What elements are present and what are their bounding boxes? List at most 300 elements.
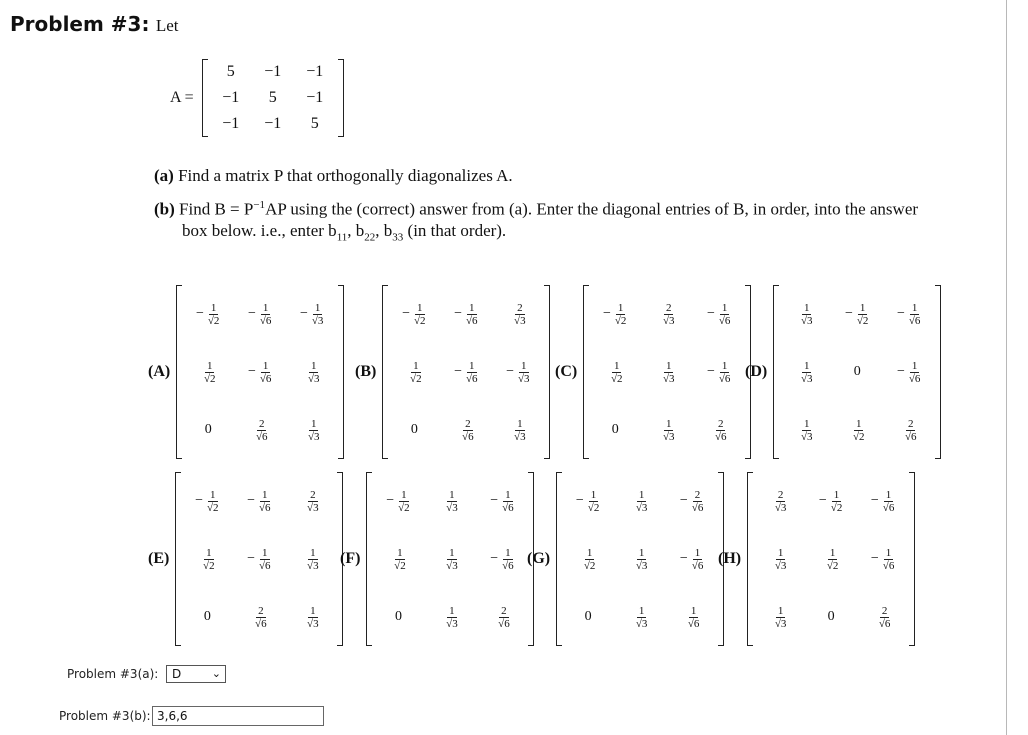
option-matrix-grid [181,472,337,646]
fraction [691,547,705,572]
fraction [259,302,273,327]
matrix-entry [304,360,321,385]
matrix-entry [797,360,814,385]
matrix-a [170,58,344,138]
answer-a-select[interactable] [166,665,226,683]
fraction [852,418,866,443]
matrix-entry [510,302,527,327]
sign: − [896,306,905,321]
numerator: 1 [859,301,866,314]
denominator: √3 [518,372,530,385]
matrix-entry [632,605,649,630]
fraction [714,418,728,443]
matrix-entry [771,489,788,514]
matrix-entry [248,302,272,327]
numerator: 1 [310,359,317,372]
numerator: 1 [777,604,784,617]
denominator: √6 [259,314,272,327]
matrix-entry [707,360,731,385]
sign: − [247,306,256,321]
sign: − [575,493,584,508]
option-matrix [773,285,941,459]
fraction [635,547,649,572]
matrix-entry [199,547,216,572]
matrix-entry [390,547,407,572]
zero-entry: 0 [203,609,211,624]
fraction [413,302,427,327]
option-matrix-grid [388,285,544,459]
right-bracket [338,59,344,137]
option-label: (E) [148,550,170,567]
matrix-entry [680,489,704,514]
matrix-entry [248,360,272,385]
fraction [465,302,479,327]
zero-entry: 0 [611,422,619,437]
denominator: √2 [414,314,426,327]
numerator: 1 [505,546,511,559]
matrix-a-entry: −1 [306,89,324,106]
sub-11: 11 [336,231,348,244]
fraction [255,418,269,443]
numerator: 1 [638,604,645,617]
fraction [662,302,676,327]
numerator: 1 [449,488,455,501]
matrix-a-lhs: A = [170,89,194,106]
matrix-entry [845,302,869,327]
matrix-entry [901,418,918,443]
question-a-label: (a) [154,166,174,185]
denominator: √6 [462,430,474,443]
fraction [583,547,597,572]
denominator: √6 [691,501,704,514]
denominator: √6 [502,559,514,572]
chevron-down-icon: ⌄ [211,667,221,680]
matrix-entry [659,418,676,443]
denominator: √3 [635,617,648,630]
fraction [393,547,407,572]
matrix-entry [612,422,619,438]
numerator: 2 [694,488,701,501]
fraction [259,360,273,385]
question-a [154,166,513,186]
matrix-entry [300,302,324,327]
fraction [311,302,325,327]
option-matrix [583,285,751,459]
denominator: √2 [203,372,216,385]
fraction [774,605,788,630]
fraction [306,547,320,572]
option-f [340,472,534,646]
numerator: 1 [417,301,423,314]
sign: − [818,493,827,508]
question-b-label: (b) [154,199,175,219]
numerator: 1 [517,417,523,430]
left-bracket [747,472,753,646]
sign: − [602,306,611,321]
fraction [691,489,705,514]
denominator: √2 [207,314,220,327]
numerator: 1 [469,301,475,314]
question-b-line-2 [154,220,974,248]
fraction [206,489,220,514]
denominator: √2 [398,501,410,514]
option-label: (F) [340,550,361,567]
denominator: √2 [203,559,215,572]
matrix-entry [823,547,840,572]
matrix-entry [442,489,459,514]
left-bracket [556,472,562,646]
sign: − [247,551,255,566]
numerator: 1 [613,359,620,372]
page-right-border [1006,0,1007,735]
option-label: (C) [555,363,578,380]
numerator: 2 [258,417,265,430]
numerator: 1 [521,359,527,372]
matrix-entry [303,605,320,630]
numerator: 2 [310,488,316,501]
numerator: 1 [665,359,672,372]
denominator: √2 [583,559,596,572]
fraction [258,547,272,572]
numerator: 1 [638,546,645,559]
option-matrix-grid [372,472,528,646]
fraction [465,360,479,385]
left-bracket [382,285,388,459]
fraction [501,547,515,572]
matrix-a-entry: 5 [268,89,277,106]
denominator: √3 [446,501,458,514]
numerator: 2 [258,604,264,617]
option-g [527,472,724,646]
sub-22: 22 [364,231,376,244]
numerator: 1 [262,359,269,372]
numerator: 2 [907,417,914,430]
question-b-text-3: box below. i.e., enter b [182,220,337,240]
fraction [826,547,840,572]
fraction [774,489,788,514]
option-matrix [556,472,724,646]
fraction [461,418,475,443]
denominator: √3 [662,430,675,443]
numerator: 1 [469,359,475,372]
question-b-text-2: AP using the (correct) answer from (a). Enter the diagonal entries of B, in order, into the answer [265,199,919,219]
matrix-entry [707,302,731,327]
numerator: 1 [449,546,455,559]
matrix-entry [711,418,728,443]
matrix-entry [247,489,271,514]
denominator: √6 [908,314,921,327]
numerator: 1 [586,546,593,559]
numerator: 1 [413,359,419,372]
matrix-entry [607,360,624,385]
matrix-entry [402,302,426,327]
numerator: 1 [310,546,316,559]
numerator: 1 [885,488,892,501]
numerator: 1 [803,417,810,430]
matrix-entry [442,605,459,630]
denominator: √6 [718,314,731,327]
matrix-a-entry: −1 [222,115,240,132]
numerator: 1 [210,301,217,314]
matrix-entry [406,360,423,385]
fraction [800,360,814,385]
matrix-entry [454,360,478,385]
matrix-entry [195,489,219,514]
fraction [306,605,320,630]
numerator: 1 [690,604,697,617]
matrix-a-entry: 5 [310,115,319,132]
sign: − [706,364,715,379]
sign: − [679,493,688,508]
numerator: 1 [590,488,597,501]
zero-entry: 0 [827,609,835,624]
matrix-entry [849,418,866,443]
option-label: (B) [355,363,377,380]
sign: − [506,364,514,379]
numerator: 1 [665,417,672,430]
numerator: 1 [262,546,268,559]
zero-entry: 0 [410,422,418,437]
matrix-entry [632,547,649,572]
fraction [501,489,515,514]
matrix-entry [680,547,704,572]
matrix-entry [510,418,527,443]
denominator: √2 [587,501,600,514]
fraction [614,302,628,327]
option-d [745,285,941,459]
denominator: √6 [908,372,921,385]
matrix-a-brackets [202,59,344,137]
matrix-entry [411,422,418,438]
matrix-entry [458,418,475,443]
sign: − [706,306,715,321]
denominator: √6 [259,559,271,572]
matrix-entry [797,302,814,327]
zero-entry: 0 [394,609,402,624]
matrix-entry [506,360,530,385]
numerator: 1 [829,546,836,559]
matrix-entry [828,609,835,625]
fraction [207,302,221,327]
numerator: 1 [262,301,269,314]
matrix-a-entry: −1 [264,63,282,80]
answer-b-input[interactable]: 3,6,6 [152,706,324,726]
denominator: √6 [502,501,514,514]
fraction [882,547,896,572]
matrix-entry [875,605,892,630]
denominator: √6 [878,617,891,630]
fraction [856,302,870,327]
sign: − [490,551,499,566]
sign: − [299,306,308,321]
denominator: √3 [800,314,813,327]
matrix-entry [386,489,410,514]
left-bracket [366,472,372,646]
option-matrix-grid [182,285,338,459]
denominator: √2 [826,559,839,572]
matrix-entry [576,489,600,514]
numerator: 2 [501,604,507,617]
matrix-entry [200,360,217,385]
numerator: 1 [310,417,317,430]
denominator: √3 [307,617,319,630]
answer-a-selected: D [172,667,182,681]
numerator: 1 [397,546,403,559]
left-bracket [175,472,181,646]
matrix-entry [659,302,676,327]
fraction [718,302,732,327]
question-b-text-1: Find B = P [179,199,254,219]
option-label: (A) [148,363,171,380]
matrix-entry [454,302,478,327]
denominator: √2 [852,430,865,443]
denominator: √2 [394,559,406,572]
fraction [662,360,676,385]
matrix-entry [395,609,402,625]
option-matrix-grid [779,285,935,459]
option-matrix [382,285,550,459]
fraction [397,489,411,514]
sign: − [195,493,203,508]
matrix-entry [897,302,921,327]
matrix-entry [205,422,212,438]
fraction [587,489,601,514]
denominator: √3 [774,617,787,630]
denominator: √6 [714,430,727,443]
numerator: 1 [206,546,212,559]
fraction [513,302,527,327]
matrix-entry [204,609,211,625]
fraction [445,547,459,572]
matrix-entry [659,360,676,385]
right-bracket [935,285,941,459]
fraction [687,605,701,630]
matrix-entry [494,605,511,630]
sign: − [247,493,255,508]
numerator: 2 [881,604,888,617]
matrix-entry [247,547,271,572]
denominator: √3 [307,430,320,443]
sep-1: , b [347,220,365,240]
left-bracket [202,59,208,137]
sign: − [454,306,462,321]
sign: − [195,306,204,321]
denominator: √2 [614,314,627,327]
right-bracket [338,285,344,459]
zero-entry: 0 [853,364,861,379]
denominator: √2 [410,372,422,385]
matrix-entry [897,360,921,385]
inverse-superscript: −1 [253,199,266,211]
sign: − [454,364,462,379]
fraction [718,360,732,385]
matrix-a-grid [202,59,344,137]
denominator: √6 [904,430,917,443]
sub-33: 33 [392,231,404,244]
numerator: 1 [262,488,268,501]
matrix-a-entry: −1 [222,89,240,106]
numerator: 1 [401,488,407,501]
denominator: √6 [466,372,478,385]
fraction [409,360,423,385]
denominator: √3 [635,501,648,514]
denominator: √3 [446,617,458,630]
numerator: 1 [803,359,810,372]
numerator: 2 [717,417,724,430]
matrix-entry [490,547,514,572]
option-matrix [366,472,534,646]
numerator: 1 [638,488,645,501]
matrix-entry [442,547,459,572]
let-text: Let [155,16,179,35]
sign: − [896,364,905,379]
matrix-entry [303,489,320,514]
fraction [800,418,814,443]
sign: − [386,493,395,508]
denominator: √3 [307,501,319,514]
problem-heading [10,12,179,36]
right-bracket [909,472,915,646]
option-label: (H) [718,550,742,567]
numerator: 1 [310,604,316,617]
denominator: √6 [255,617,267,630]
denominator: √3 [662,372,675,385]
right-bracket [544,285,550,459]
numerator: 1 [855,417,862,430]
matrix-entry [771,547,788,572]
denominator: √3 [311,314,324,327]
question-b-text-4: (in that order). [403,220,507,240]
matrix-a-entry: 5 [226,63,235,80]
denominator: √3 [514,314,526,327]
numerator: 1 [885,546,892,559]
option-label: (G) [527,550,551,567]
fraction [904,418,918,443]
fraction [307,418,321,443]
numerator: 1 [833,488,840,501]
fraction [254,605,268,630]
numerator: 1 [694,546,701,559]
question-b [154,195,974,248]
zero-entry: 0 [584,609,592,624]
fraction [635,605,649,630]
numerator: 1 [721,301,728,314]
option-matrix [175,472,343,646]
numerator: 1 [505,488,511,501]
matrix-a-entry: −1 [264,115,282,132]
denominator: √3 [774,501,787,514]
left-bracket [176,285,182,459]
denominator: √3 [307,372,320,385]
fraction [908,360,922,385]
option-a [148,285,344,459]
matrix-entry [771,605,788,630]
question-a-text: Find a matrix P that orthogonally diagonalizes A. [178,166,513,185]
denominator: √6 [259,501,271,514]
fraction [513,418,527,443]
denominator: √6 [498,617,510,630]
fraction [258,489,272,514]
denominator: √3 [800,430,813,443]
matrix-entry [797,418,814,443]
numerator: 1 [911,301,918,314]
numerator: 1 [777,546,784,559]
fraction [517,360,531,385]
problem-title: Problem #3: [10,12,150,36]
fraction [774,547,788,572]
numerator: 1 [803,301,810,314]
numerator: 1 [314,301,321,314]
